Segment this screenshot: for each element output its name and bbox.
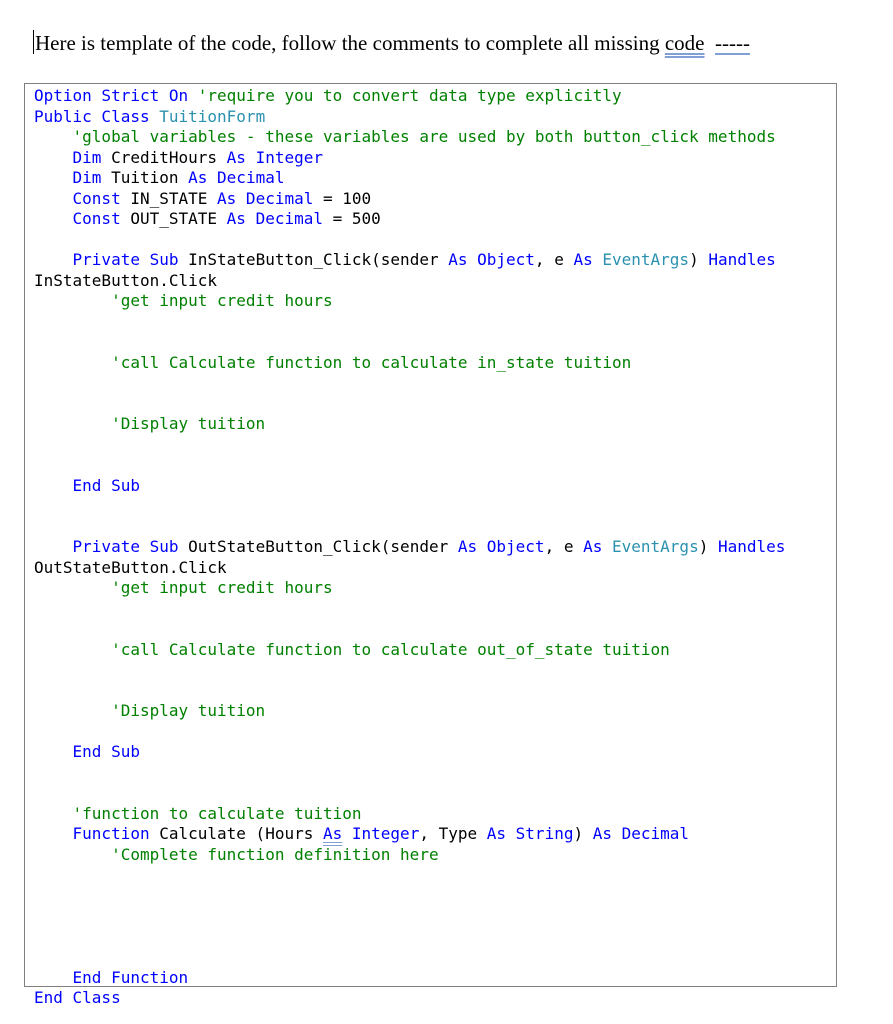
code-token: Private Sub [72, 250, 179, 269]
code-line [34, 537, 785, 558]
code-token: InStateButton_Click(sender [178, 250, 449, 269]
code-token: 'Display tuition [111, 414, 266, 433]
code-token: 'get input credit hours [111, 291, 333, 310]
code-token: , Type [419, 824, 487, 843]
code-token [34, 845, 111, 864]
code-token: InStateButton.Click [34, 270, 218, 290]
code-line [34, 476, 785, 497]
code-token: Integer [351, 824, 420, 843]
code-token: End Sub [72, 742, 140, 761]
code-line [34, 107, 785, 128]
code-line [34, 722, 785, 743]
code-line [34, 947, 785, 968]
code-token: CreditHours [101, 147, 227, 167]
code-token: Function [72, 824, 150, 843]
code-line [34, 804, 785, 825]
code-token: Handles [708, 250, 776, 269]
code-line [34, 763, 785, 784]
code-token [593, 250, 603, 269]
code-line [34, 660, 785, 681]
code-token [34, 127, 73, 146]
code-token [34, 414, 111, 433]
code-line [34, 988, 785, 1009]
code-token [602, 537, 612, 556]
code-token: Const [72, 209, 121, 228]
code-token [150, 107, 160, 126]
instruction-gap [705, 31, 716, 55]
code-line [34, 968, 785, 989]
code-token: ) [573, 824, 593, 843]
code-token: ) [689, 250, 709, 269]
code-token: , e [534, 250, 574, 269]
code-token: 'global variables - these variables are used by both button_click methods [72, 127, 776, 146]
code-line [34, 517, 785, 538]
code-line [34, 250, 785, 271]
code-token: Handles [717, 537, 786, 556]
code-token: = 500 [323, 209, 381, 228]
code-token [342, 824, 352, 843]
code-token: As Integer [226, 147, 323, 167]
code-token [34, 353, 111, 372]
instruction-underlined-word: code [664, 31, 705, 55]
instruction-dashes: ----- [715, 31, 750, 55]
code-token: 'get input credit hours [111, 578, 333, 597]
code-line [34, 291, 785, 312]
code-token [34, 250, 73, 269]
code-token: As Decimal [226, 209, 323, 228]
code-token: Dim [72, 147, 102, 167]
code-line [34, 312, 785, 333]
code-token: OUT_STATE [120, 209, 227, 228]
code-token: IN_STATE [120, 188, 218, 208]
code-line [34, 414, 785, 435]
code-line [34, 619, 785, 640]
code-line [34, 701, 785, 722]
code-token [34, 640, 111, 659]
code-token: Option Strict On [34, 86, 189, 105]
code-token: 'call Calculate function to calculate in_state tuition [111, 352, 632, 372]
code-token [34, 148, 73, 167]
code-token [34, 742, 73, 761]
code-token [34, 291, 111, 310]
code-line [34, 865, 785, 886]
code-token: As [573, 250, 593, 269]
code-token: End Sub [72, 475, 140, 495]
code-token [34, 476, 73, 495]
code-line [34, 599, 785, 620]
code-line [34, 681, 785, 702]
code-token: End Function [72, 967, 189, 987]
code-listing [34, 86, 785, 1009]
code-token: As Decimal [188, 168, 285, 187]
code-line [34, 742, 785, 763]
code-line [34, 558, 785, 579]
code-token: Private Sub [72, 537, 179, 556]
code-line [34, 845, 785, 866]
code-token: Calculate (Hours [149, 824, 323, 843]
code-token [34, 209, 73, 228]
code-token [34, 968, 73, 987]
code-token: OutStateButton_Click(sender [178, 537, 458, 556]
code-token: EventArgs [612, 537, 699, 556]
code-token: 'call Calculate function to calculate out_of_state tuition [111, 639, 670, 659]
code-line [34, 189, 785, 210]
code-line [34, 927, 785, 948]
code-line [34, 455, 785, 476]
code-line [34, 496, 785, 517]
code-token [34, 824, 73, 843]
code-token: 'Complete function definition here [111, 844, 439, 864]
code-token: 'function to calculate tuition [72, 803, 362, 823]
code-line [34, 783, 785, 804]
code-token: As [322, 824, 343, 843]
code-line [34, 127, 785, 148]
code-line [34, 886, 785, 907]
code-token [34, 578, 111, 597]
code-line [34, 209, 785, 230]
code-token: As Object [448, 250, 535, 269]
code-token: 'Display tuition [111, 701, 266, 720]
code-line [34, 435, 785, 456]
instruction-paragraph [33, 28, 750, 58]
code-token: End Class [34, 988, 121, 1007]
code-line [34, 86, 785, 107]
code-token: TuitionForm [159, 106, 266, 126]
code-token: As [583, 537, 603, 556]
code-line [34, 824, 785, 845]
code-token: OutStateButton.Click [34, 557, 227, 577]
instruction-text: Here is template of the code, follow the comments to complete all missing [35, 31, 665, 55]
code-token: ) [698, 537, 718, 556]
code-line [34, 230, 785, 251]
code-line [34, 148, 785, 169]
code-token: 'require you to convert data type explicitly [188, 86, 622, 105]
code-line [34, 332, 785, 353]
code-token [34, 189, 73, 208]
text-cursor [33, 30, 34, 54]
code-line [34, 578, 785, 599]
code-token [34, 537, 73, 556]
code-token: Dim [72, 168, 102, 187]
code-token [34, 168, 73, 187]
code-line [34, 373, 785, 394]
code-line [34, 640, 785, 661]
code-line [34, 353, 785, 374]
code-token [34, 701, 111, 720]
code-token: As Decimal [217, 188, 314, 208]
code-line [34, 168, 785, 189]
code-token: As String [486, 824, 574, 843]
code-token: As Decimal [592, 824, 690, 843]
code-block [24, 83, 837, 1007]
code-token: Public Class [34, 106, 150, 126]
code-token: Const [72, 188, 121, 208]
code-line [34, 394, 785, 415]
code-line [34, 906, 785, 927]
code-line [34, 271, 785, 292]
code-token: Tuition [101, 168, 189, 187]
code-token: EventArgs [602, 250, 690, 269]
code-token: As Object [457, 537, 545, 556]
code-token [34, 804, 73, 823]
code-token: , e [544, 537, 584, 556]
code-token: = 100 [313, 188, 372, 208]
